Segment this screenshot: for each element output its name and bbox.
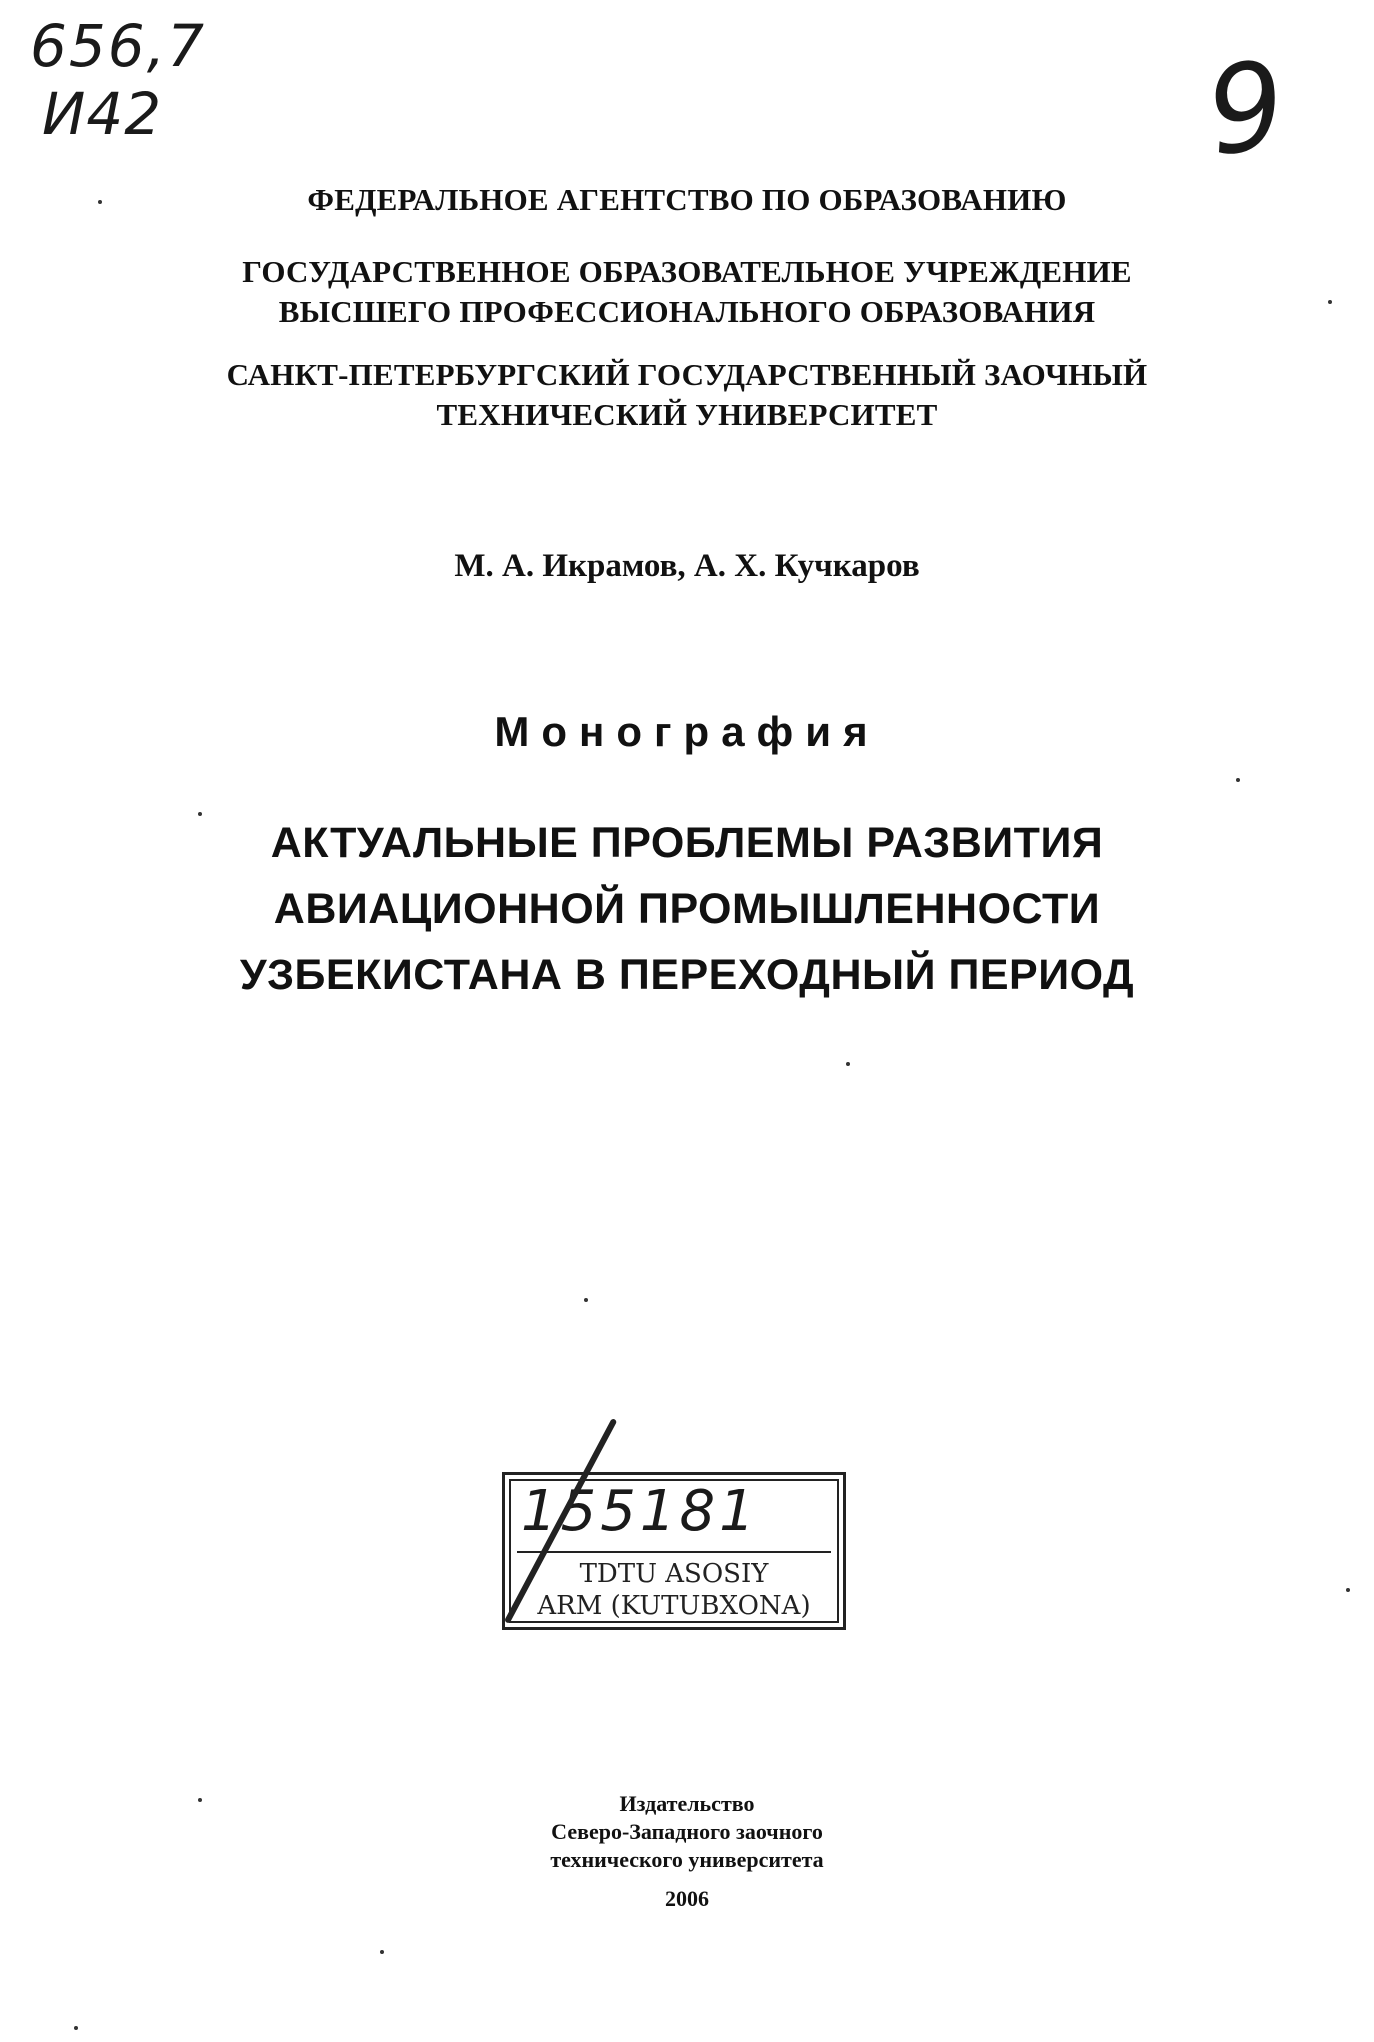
institution-heading <box>0 252 1374 332</box>
handwritten-corner-mark: 9 <box>1198 35 1294 184</box>
stamp-library-name: TDTU ASOSIY <box>579 1559 769 1589</box>
genre-label: Монография <box>494 708 880 755</box>
publisher-line-2: Северо-Западного заочного <box>551 1819 823 1844</box>
scan-speck <box>198 812 202 816</box>
title-line-1: АКТУАЛЬНЫЕ ПРОБЛЕМЫ РАЗВИТИЯ <box>270 819 1104 867</box>
stamp-divider <box>517 1551 831 1553</box>
scan-speck <box>1328 300 1332 304</box>
stamp-inventory-number: 155181 <box>521 1479 759 1544</box>
university-line-1: САНКТ-ПЕТЕРБУРГСКИЙ ГОСУДАРСТВЕННЫЙ ЗАОЧНЫЙ <box>226 357 1148 392</box>
publisher <box>0 1790 1374 1874</box>
title-line-2: АВИАЦИОННОЙ ПРОМЫШЛЕННОСТИ <box>273 885 1101 933</box>
university-heading <box>0 355 1374 435</box>
agency-heading <box>0 180 1374 220</box>
scan-speck <box>1346 1588 1350 1592</box>
university-line-2: ТЕХНИЧЕСКИЙ УНИВЕРСИТЕТ <box>436 397 938 432</box>
publication-year: 2006 <box>665 1886 709 1911</box>
library-stamp <box>502 1472 846 1630</box>
scan-speck <box>846 1062 850 1066</box>
scan-speck <box>98 200 102 204</box>
institution-line-2: ВЫСШЕГО ПРОФЕССИОНАЛЬНОГО ОБРАЗОВАНИЯ <box>278 294 1096 329</box>
title-line-3: УЗБЕКИСТАНА В ПЕРЕХОДНЫЙ ПЕРИОД <box>239 951 1135 999</box>
institution-line-1: ГОСУДАРСТВЕННОЕ ОБРАЗОВАТЕЛЬНОЕ УЧРЕЖДЕНИЕ <box>242 254 1132 289</box>
scan-speck <box>1236 778 1240 782</box>
publisher-line-3: технического университета <box>550 1847 824 1872</box>
scan-speck <box>198 1798 202 1802</box>
scan-speck <box>584 1298 588 1302</box>
agency-name: ФЕДЕРАЛЬНОЕ АГЕНТСТВО ПО ОБРАЗОВАНИЮ <box>307 182 1067 217</box>
handwritten-author-mark: И42 <box>42 80 163 148</box>
scan-speck <box>380 1950 384 1954</box>
scan-speck <box>74 2026 78 2030</box>
handwritten-library-code: 656,7 <box>30 12 207 80</box>
book-title <box>0 810 1374 1008</box>
publisher-line-1: Издательство <box>619 1791 755 1816</box>
stamp-library-subtitle: ARM (KUTUBXONA) <box>537 1591 811 1621</box>
authors: М. А. Икрамов, А. Х. Кучкаров <box>454 548 920 584</box>
